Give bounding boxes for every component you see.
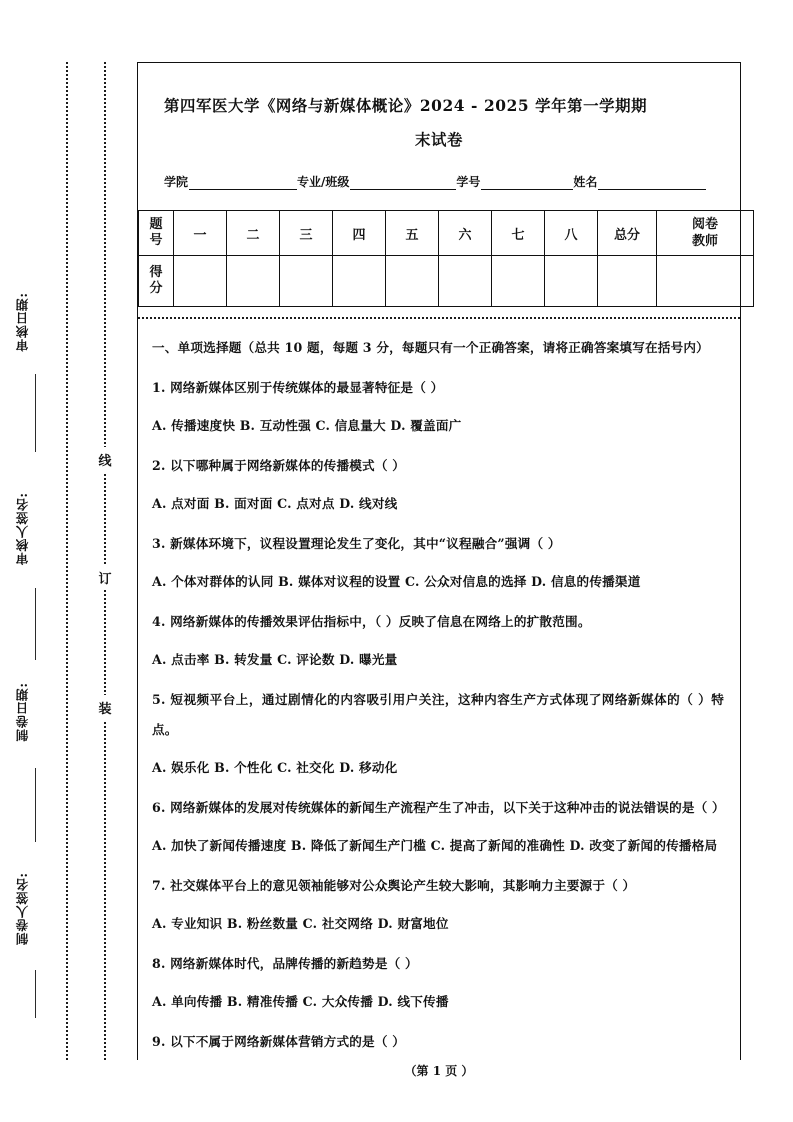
column-header-grading-teacher — [657, 211, 754, 256]
question-options-8: A. 单向传播 B. 精准传播 C. 大众传播 D. 线下传播 — [152, 994, 449, 1009]
table-row-question-numbers — [139, 211, 754, 256]
score-cell-7[interactable] — [492, 256, 545, 307]
column-header-1: 一 — [174, 211, 227, 256]
margin-blank-rule-4 — [35, 970, 36, 1018]
row-header-score — [139, 256, 174, 307]
dotted-guide-inner — [104, 62, 106, 1060]
score-cell-2[interactable] — [227, 256, 280, 307]
major-class-field[interactable] — [350, 176, 456, 190]
questions-body — [138, 319, 740, 1057]
grading-teacher-char-1: 阅卷 — [691, 217, 718, 232]
column-header-6: 六 — [439, 211, 492, 256]
margin-blank-rule-2 — [35, 588, 36, 660]
question-options-6: A. 加快了新闻传播速度 B. 降低了新闻生产门槛 C. 提高了新闻的准确性 D. 改变了新闻的传播格局 — [152, 838, 718, 853]
page-footer — [137, 1062, 741, 1079]
column-header-2: 二 — [227, 211, 280, 256]
margin-blank-rule-1 — [35, 374, 36, 452]
margin-label-column — [14, 0, 60, 1122]
margin-label-paper-maker-signature: 制卷人签名: — [15, 872, 30, 946]
margin-label-review-date: 审核日期: — [15, 292, 30, 352]
score-header-char-1: 得 — [149, 265, 163, 280]
score-cell-3[interactable] — [280, 256, 333, 307]
question-options-2: A. 点对面 B. 面对面 C. 点对点 D. 线对线 — [152, 496, 398, 511]
question-options-7: A. 专业知识 B. 粉丝数量 C. 社交网络 D. 财富地位 — [152, 916, 449, 931]
score-cell-5[interactable] — [386, 256, 439, 307]
college-field[interactable] — [189, 176, 297, 190]
score-cell-grading-teacher[interactable] — [657, 256, 754, 307]
page-title — [164, 89, 714, 157]
score-cell-1[interactable] — [174, 256, 227, 307]
column-header-4: 四 — [333, 211, 386, 256]
column-header-8: 八 — [545, 211, 598, 256]
exam-sheet-body — [137, 62, 741, 1060]
margin-label-paper-date: 制卷日期: — [15, 682, 30, 742]
score-cell-6[interactable] — [439, 256, 492, 307]
dotted-guide-outer — [66, 62, 68, 1060]
question-stem-1: 1. 网络新媒体区别于传统媒体的最显著特征是（ ） — [152, 380, 444, 395]
question-stem-8: 8. 网络新媒体时代，品牌传播的新趋势是（ ） — [152, 956, 418, 971]
major-class-label: 专业/班级 — [297, 175, 350, 189]
question-options-3: A. 个体对群体的认同 B. 媒体对议程的设置 C. 公众对信息的选择 D. 信息的传播渠道 — [152, 574, 641, 589]
page-number-label: （第 1 页 ） — [404, 1064, 474, 1078]
column-header-5: 五 — [386, 211, 439, 256]
college-label: 学院 — [164, 175, 189, 189]
question-stem-5: 5. 短视频平台上，通过剧情化的内容吸引用户关注，这种内容生产方式体现了网络新媒体的（ ）特点。 — [152, 692, 724, 737]
page-title-line-1: 第四军医大学《网络与新媒体概论》2024 - 2025 学年第一学期期 — [164, 97, 648, 115]
binding-char-zhuang: 装 — [93, 695, 117, 720]
row-header-question-number — [139, 211, 174, 256]
margin-label-reviewer-signature: 审核人签名: — [15, 492, 30, 566]
binding-char-ding: 订 — [93, 565, 117, 590]
score-header-char-2: 分 — [149, 281, 163, 296]
question-stem-9: 9. 以下不属于网络新媒体营销方式的是（ ） — [152, 1034, 406, 1049]
binding-char-xian: 线 — [93, 447, 117, 472]
score-cell-total[interactable] — [598, 256, 657, 307]
question-options-4: A. 点击率 B. 转发量 C. 评论数 D. 曝光量 — [152, 652, 398, 667]
table-row-scores — [139, 256, 754, 307]
student-id-label: 学号 — [456, 175, 481, 189]
student-name-label: 姓名 — [573, 175, 598, 189]
column-header-3: 三 — [280, 211, 333, 256]
question-stem-3: 3. 新媒体环境下，议程设置理论发生了变化，其中“议程融合”强调（ ） — [152, 536, 561, 551]
student-id-field[interactable] — [481, 176, 573, 190]
score-table — [138, 210, 754, 307]
margin-blank-rule-3 — [35, 768, 36, 842]
page-title-line-2: 末试卷 — [415, 131, 463, 149]
section-heading: 一、单项选择题（总共 10 题，每题 3 分，每题只有一个正确答案，请将正确答案填写在括号内） — [152, 340, 709, 355]
row-header-char-1: 题 — [149, 217, 163, 232]
score-cell-8[interactable] — [545, 256, 598, 307]
grading-teacher-char-2: 教师 — [691, 234, 718, 249]
question-stem-2: 2. 以下哪种属于网络新媒体的传播模式（ ） — [152, 458, 406, 473]
student-info-line — [164, 173, 716, 190]
question-stem-7: 7. 社交媒体平台上的意见领袖能够对公众舆论产生较大影响，其影响力主要源于（ ） — [152, 878, 636, 893]
question-stem-4: 4. 网络新媒体的传播效果评估指标中，（ ）反映了信息在网络上的扩散范围。 — [152, 614, 591, 629]
question-options-1: A. 传播速度快 B. 互动性强 C. 信息量大 D. 覆盖面广 — [152, 418, 462, 433]
row-header-char-2: 号 — [149, 233, 163, 248]
question-stem-6: 6. 网络新媒体的发展对传统媒体的新闻生产流程产生了冲击，以下关于这种冲击的说法错误的是（ ） — [152, 800, 725, 815]
question-options-5: A. 娱乐化 B. 个性化 C. 社交化 D. 移动化 — [152, 760, 398, 775]
column-header-total: 总分 — [598, 211, 657, 256]
student-name-field[interactable] — [598, 176, 706, 190]
column-header-7: 七 — [492, 211, 545, 256]
score-cell-4[interactable] — [333, 256, 386, 307]
